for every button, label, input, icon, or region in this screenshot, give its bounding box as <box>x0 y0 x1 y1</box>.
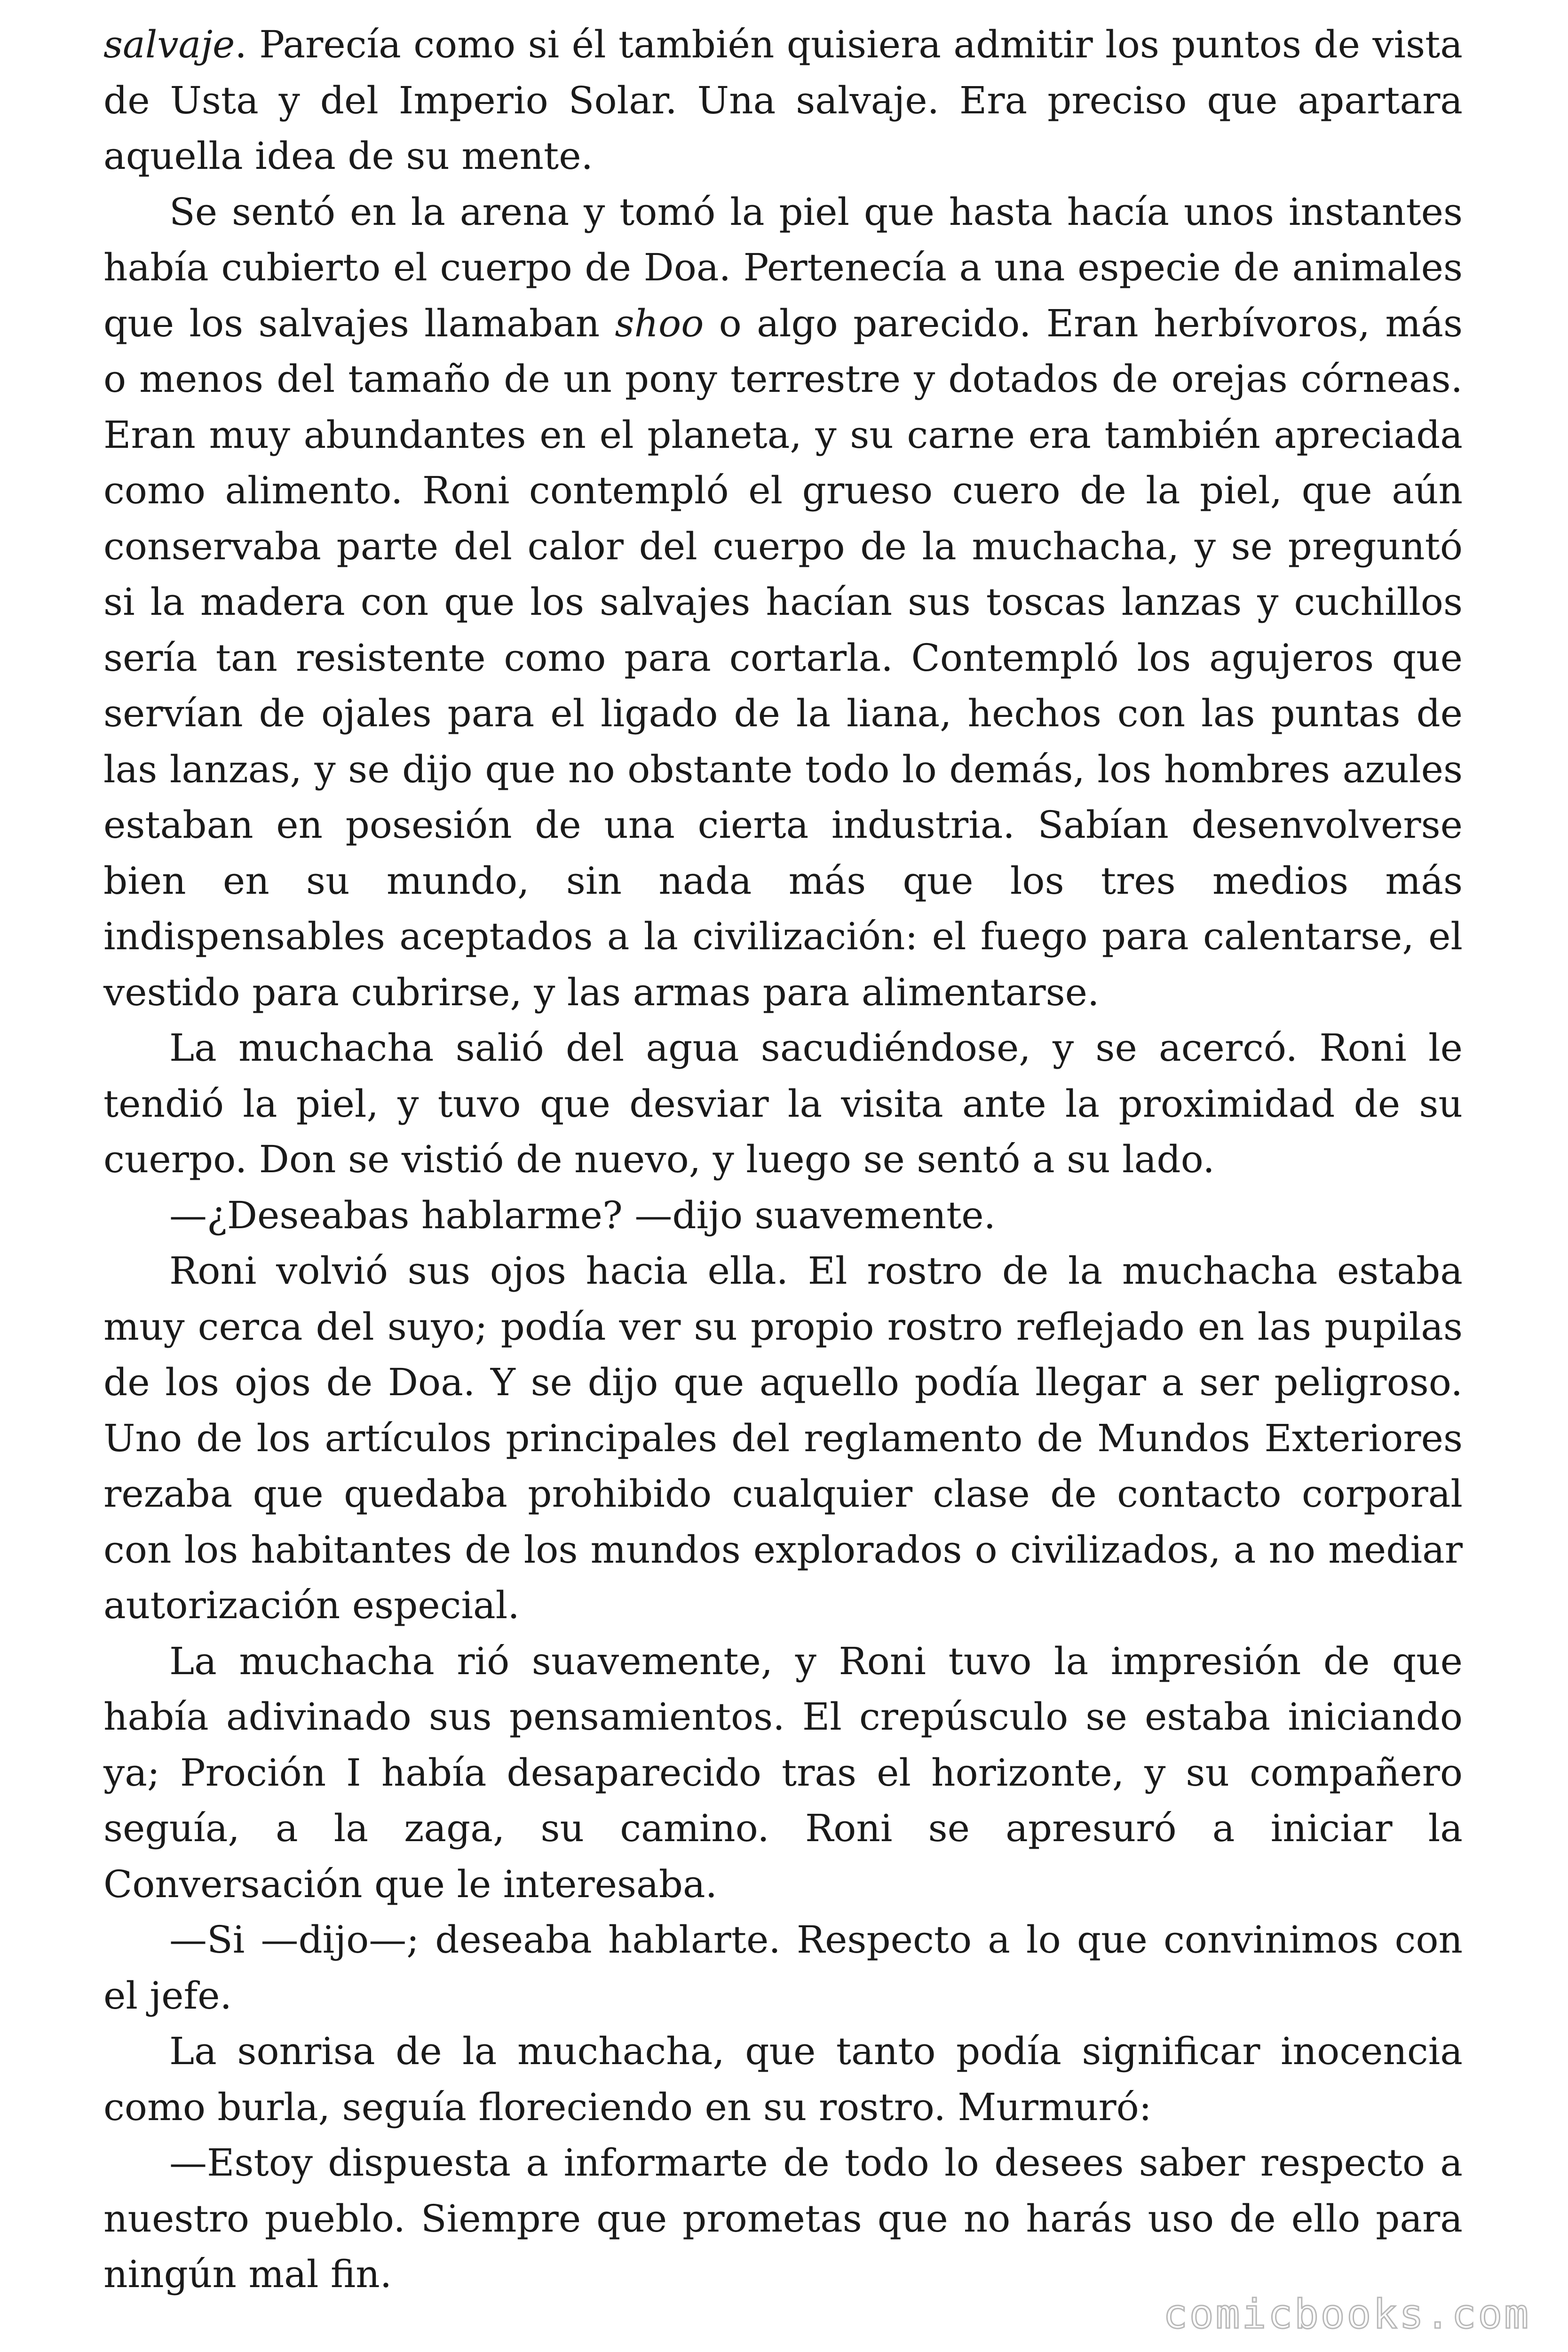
text-run: Se sentó en la arena y tomó la piel que hasta hacía unos instantes había cubierto el cuerpo de Doa. Pertenecía a una especie de animales que los salvajes llamaban <box>103 190 1463 345</box>
paragraph <box>103 2024 1463 2135</box>
watermark: comicbooks.com <box>1163 2291 1530 2338</box>
text-run: . Parecía como si él también quisiera admitir los puntos de vista de Usta y del Imperio Solar. Una salvaje. Era preciso que apartara aquella idea de su mente. <box>103 23 1463 178</box>
text-run: o algo parecido. Eran herbívoros, más o menos del tamaño de un pony terrestre y dotados de orejas córneas. Eran muy abundantes en el planeta, y su carne era también apreciada como alimento. Roni contempló el grueso cuero de la piel, que aún conservaba parte del calor del cuerpo de la muchacha, y se preguntó si la madera con que los salvajes hacían sus toscas lanzas y cuchillos sería tan resistente como para cortarla. Contempló los agujeros que servían de ojales para el ligado de la liana, hechos con las puntas de las lanzas, y se dijo que no obstante todo lo demás, los hombres azules estaban en posesión de una cierta industria. Sabían desenvolverse bien en su mundo, sin nada más que los tres medios más indispensables aceptados a la civilización: el fuego para calentarse, el vestido para cubrirse, y las armas para alimentarse. <box>103 301 1463 1014</box>
paragraph <box>103 17 1463 184</box>
text-run: —¿Deseabas hablarme? —dijo suavemente. <box>169 1193 996 1237</box>
text-run: La muchacha salió del agua sacudiéndose, y se acercó. Roni le tendió la piel, y tuvo que desviar la visita ante la proximidad de su cuerpo. Don se vistió de nuevo, y luego se sentó a su lado. <box>103 1026 1463 1181</box>
text-run: La muchacha rió suavemente, y Roni tuvo la impresión de que había adivinado sus pensamientos. El crepúsculo se estaba iniciando ya; Proción I había desaparecido tras el horizonte, y su compañero seguía, a la zaga, su camino. Roni se apresuró a iniciar la Conversación que le interesaba. <box>103 1639 1463 1906</box>
paragraph <box>103 1020 1463 1188</box>
italic-word: shoo <box>615 301 704 345</box>
dialogue-paragraph <box>103 2135 1463 2303</box>
italic-word: salvaje <box>103 23 235 66</box>
page-text <box>103 17 1463 2303</box>
text-run: La sonrisa de la muchacha, que tanto podía significar inocencia como burla, seguía floreciendo en su rostro. Murmuró: <box>103 2029 1463 2129</box>
dialogue-paragraph <box>103 1912 1463 2024</box>
paragraph <box>103 1243 1463 1634</box>
paragraph <box>103 1634 1463 1913</box>
text-run: Roni volvió sus ojos hacia ella. El rostro de la muchacha estaba muy cerca del suyo; podía ver su propio rostro reflejado en las pupilas de los ojos de Doa. Y se dijo que aquello podía llegar a ser peligroso. Uno de los artículos principales del reglamento de Mundos Exteriores rezaba que quedaba prohibido cualquier clase de contacto corporal con los habitantes de los mundos explorados o civilizados, a no mediar autorización especial. <box>103 1249 1463 1627</box>
text-run: —Si —dijo—; deseaba hablarte. Respecto a lo que convinimos con el jefe. <box>103 1918 1463 2018</box>
text-run: —Estoy dispuesta a informarte de todo lo desees saber respecto a nuestro pueblo. Siempre que prometas que no harás uso de ello para ningún mal fin. <box>103 2141 1463 2296</box>
paragraph <box>103 184 1463 1021</box>
dialogue-paragraph <box>103 1188 1463 1244</box>
